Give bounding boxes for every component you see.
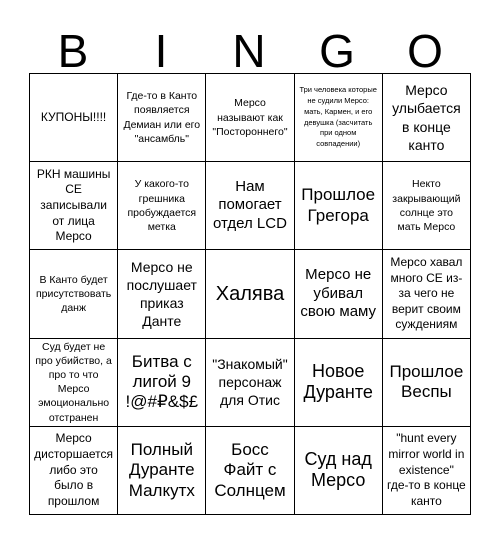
bingo-cell-r1c3[interactable]: Мерсо называют как "Постороннего"	[206, 74, 294, 162]
bingo-cell-r4c5[interactable]: Прошлое Веспы	[383, 339, 471, 427]
bingo-cell-r3c3[interactable]: Халява	[206, 250, 294, 338]
bingo-cell-r3c4[interactable]: Мерсо не убивал свою маму	[295, 250, 383, 338]
header-letter-g: G	[319, 25, 355, 77]
bingo-cell-r4c1[interactable]: Суд будет не про убийство, а про то что Мерсо эмоционально отстранен	[30, 339, 118, 427]
bingo-cell-r5c3[interactable]: Босс Файт с Солнцем	[206, 427, 294, 515]
bingo-header	[29, 24, 471, 78]
bingo-cell-r5c2[interactable]: Полный Дуранте Малкутх	[118, 427, 206, 515]
bingo-cell-r4c2[interactable]: Битва с лигой 9 !@#₽&$£	[118, 339, 206, 427]
bingo-cell-r1c4[interactable]: Три человека которые не судили Мерсо: мать, Кармен, и его девушка (засчитать при одном совпадении)	[295, 74, 383, 162]
header-letter-i: I	[154, 25, 168, 77]
bingo-cell-r1c2[interactable]: Где-то в Канто появляется Демиан или его "ансамбль"	[118, 74, 206, 162]
header-letter-n: N	[232, 25, 266, 77]
bingo-cell-r3c2[interactable]: Мерсо не послушает приказ Данте	[118, 250, 206, 338]
bingo-cell-r3c1[interactable]: В Канто будет присутствовать данж	[30, 250, 118, 338]
bingo-cell-r2c1[interactable]: РКН машины СЕ записывали от лица Мерсо	[30, 162, 118, 250]
bingo-cell-r5c4[interactable]: Суд над Мерсо	[295, 427, 383, 515]
bingo-cell-r5c5[interactable]: "hunt every mirror world in existence" где-то в конце канто	[383, 427, 471, 515]
bingo-cell-r2c5[interactable]: Некто закрывающий солнце это мать Мерсо	[383, 162, 471, 250]
bingo-cell-r2c4[interactable]: Прошлое Грегора	[295, 162, 383, 250]
bingo-cell-r2c2[interactable]: У какого-то грешника пробуждается метка	[118, 162, 206, 250]
bingo-cell-r4c4[interactable]: Новое Дуранте	[295, 339, 383, 427]
bingo-cell-r5c1[interactable]: Мерсо дисторшается либо это было в прошлом	[30, 427, 118, 515]
header-letter-o: O	[407, 25, 443, 77]
bingo-cell-r2c3[interactable]: Нам помогает отдел LCD	[206, 162, 294, 250]
bingo-card-grid	[29, 73, 471, 515]
bingo-cell-r3c5[interactable]: Мерсо хавал много СЕ из-за чего не верит своим суждениям	[383, 250, 471, 338]
bingo-cell-r4c3[interactable]: "Знакомый" персонаж для Отис	[206, 339, 294, 427]
header-letter-b: B	[57, 25, 89, 77]
bingo-cell-r1c1[interactable]: КУПОНЫ!!!!	[30, 74, 118, 162]
bingo-cell-r1c5[interactable]: Мерсо улыбается в конце канто	[383, 74, 471, 162]
